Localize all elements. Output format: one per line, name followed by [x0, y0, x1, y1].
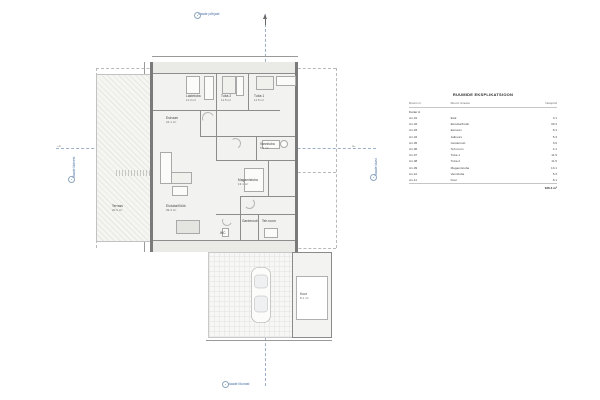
cell-area: 5.3 [552, 134, 557, 139]
sink-icon [280, 140, 288, 148]
bed-3 [256, 76, 274, 90]
wall-v-6 [268, 160, 269, 196]
cell-area: 39.3 [550, 122, 557, 127]
room-label-4 [260, 142, 275, 150]
compass-north-icon [262, 14, 270, 26]
room-label-3 [166, 116, 178, 124]
bed-1 [186, 76, 200, 94]
cell-area: 8.1 [552, 128, 557, 133]
cell-number: A1-02 [409, 122, 418, 127]
cell-number: A1-11 [409, 177, 418, 182]
cell-number: A1-08 [409, 159, 418, 164]
wall-west-exterior [150, 62, 153, 252]
coffee-table [172, 186, 188, 196]
cell-name: Esik [450, 116, 457, 121]
cell-area: 4.1 [552, 147, 557, 152]
table-section-row [409, 107, 557, 115]
col-header-number: Ruumi nr. [409, 101, 451, 107]
col-header-name: Ruumi nimetus [451, 101, 516, 107]
wall-h-5 [240, 196, 298, 197]
axis-marker-right [370, 174, 377, 181]
cell-number: A1-04 [409, 134, 418, 139]
cell-number: A1-05 [409, 140, 418, 145]
south-strip [152, 240, 298, 252]
cell-name: Magamistuba [450, 165, 470, 170]
axis-label-top: Vaade põhjast [198, 12, 220, 16]
cell-area: 8.1 [552, 177, 557, 182]
room-name: WC [220, 231, 226, 235]
room-name: Elutuba/Köök [166, 204, 186, 208]
axis-marker-left [68, 176, 75, 183]
room-label-6 [166, 204, 186, 212]
room-name: Tuba 1 [254, 94, 265, 98]
room-schedule-table [409, 92, 557, 191]
axis-label-left: Vaade läänest [72, 156, 76, 178]
cell-name: Teh.ruum [450, 147, 464, 152]
cell-number: A1-06 [409, 147, 418, 152]
terrace-area [96, 74, 152, 242]
wall-h-2 [200, 136, 298, 137]
table-total-row [409, 184, 557, 192]
cell-number: A1-03 [409, 128, 418, 133]
wall-v-3 [256, 136, 257, 160]
axis-label-right: Vaade idast [374, 158, 378, 176]
wall-v-1 [216, 74, 217, 160]
door-arc-3 [244, 198, 255, 209]
wall-east-exterior [295, 62, 298, 252]
cell-name: Elutuba/Köök [450, 122, 469, 127]
room-area: 11.5 m² [254, 98, 265, 102]
table-section-label: Korter A [409, 109, 421, 114]
bed-2 [222, 76, 236, 94]
cell-number: A1-07 [409, 153, 418, 158]
cell-name: Esiruum [450, 128, 462, 133]
room-area: 13.1 m² [238, 182, 249, 186]
wardrobe-2 [236, 76, 244, 96]
room-area: 8.1 m² [300, 296, 309, 300]
wall-v-4 [200, 110, 201, 136]
room-label-8 [220, 231, 225, 235]
room-label-9 [242, 219, 258, 223]
room-label-5 [238, 178, 258, 186]
cell-name: Garderoob [450, 140, 466, 145]
utility-unit [264, 228, 278, 238]
room-area: 39.3 m² [166, 208, 177, 212]
section-marker-left: ⌐A [57, 144, 61, 148]
wall-v-5 [240, 196, 241, 240]
room-name: Teh.ruum [262, 219, 276, 223]
cell-name: Jalkuurs [450, 134, 463, 139]
axis-label-bottom: Vaade lõunast [228, 382, 250, 386]
wall-v-7 [258, 214, 259, 240]
room-area: 11.3 m² [186, 98, 197, 102]
cell-area: 11.5 [551, 153, 557, 158]
axis-marker-bottom [222, 381, 229, 388]
room-name: Lastetuba [186, 94, 201, 98]
room-name: Tuba 2 [221, 94, 232, 98]
room-label-10 [262, 219, 276, 223]
room-label-11 [300, 292, 309, 300]
room-area: 11.5 m² [221, 98, 232, 102]
room-name: Kuur [300, 292, 307, 296]
kitchen-counter [160, 152, 172, 184]
room-name: Garderoob [242, 219, 258, 223]
room-label-1 [221, 94, 231, 102]
car-icon [250, 266, 272, 324]
cell-name: Tuba 2 [450, 159, 461, 164]
room-label-0 [186, 94, 201, 102]
section-marker-right: A⌐ [352, 144, 356, 148]
total-value: 106.4 m² [515, 184, 557, 192]
room-name: Vannituba [260, 142, 275, 146]
cell-name: Tuba 1 [450, 153, 461, 158]
room-area: 20.6 m² [112, 208, 123, 212]
room-name: Esiruum [166, 116, 179, 120]
table-row [409, 177, 557, 184]
room-name: Terrass [112, 204, 123, 208]
cell-area: 3.6 [552, 140, 557, 145]
room-label-2 [254, 94, 264, 102]
room-label-7 [112, 204, 123, 212]
north-annex [152, 62, 298, 74]
cell-name: Vannituba [450, 171, 465, 176]
room-area: 5.3 m² [260, 146, 269, 150]
axis-marker-top [194, 12, 201, 19]
wardrobe-1 [204, 76, 214, 100]
table-title: RUUMIDE EKSPLIKATSIOON [452, 92, 514, 97]
cell-area: 13.1 [550, 165, 557, 170]
cell-number: A1-10 [409, 171, 418, 176]
wall-v-2 [248, 74, 249, 110]
steps-west [116, 170, 152, 176]
total-label [409, 184, 515, 192]
cell-number: A1-09 [409, 165, 418, 170]
col-header-area: Netopind [515, 101, 557, 107]
guide-right [336, 68, 337, 248]
dining-table [176, 220, 200, 234]
cell-area: 3.1 [552, 116, 557, 121]
cell-name: Kuur [450, 177, 458, 182]
desk-1 [276, 76, 296, 86]
cell-number: A1-01 [409, 116, 418, 121]
cell-area: 11.5 [551, 159, 557, 164]
cell-area: 5.3 [552, 171, 557, 176]
wall-h-3 [216, 160, 298, 161]
room-area: 24.1 m² [166, 120, 177, 124]
room-name: Magamistuba [238, 178, 258, 182]
